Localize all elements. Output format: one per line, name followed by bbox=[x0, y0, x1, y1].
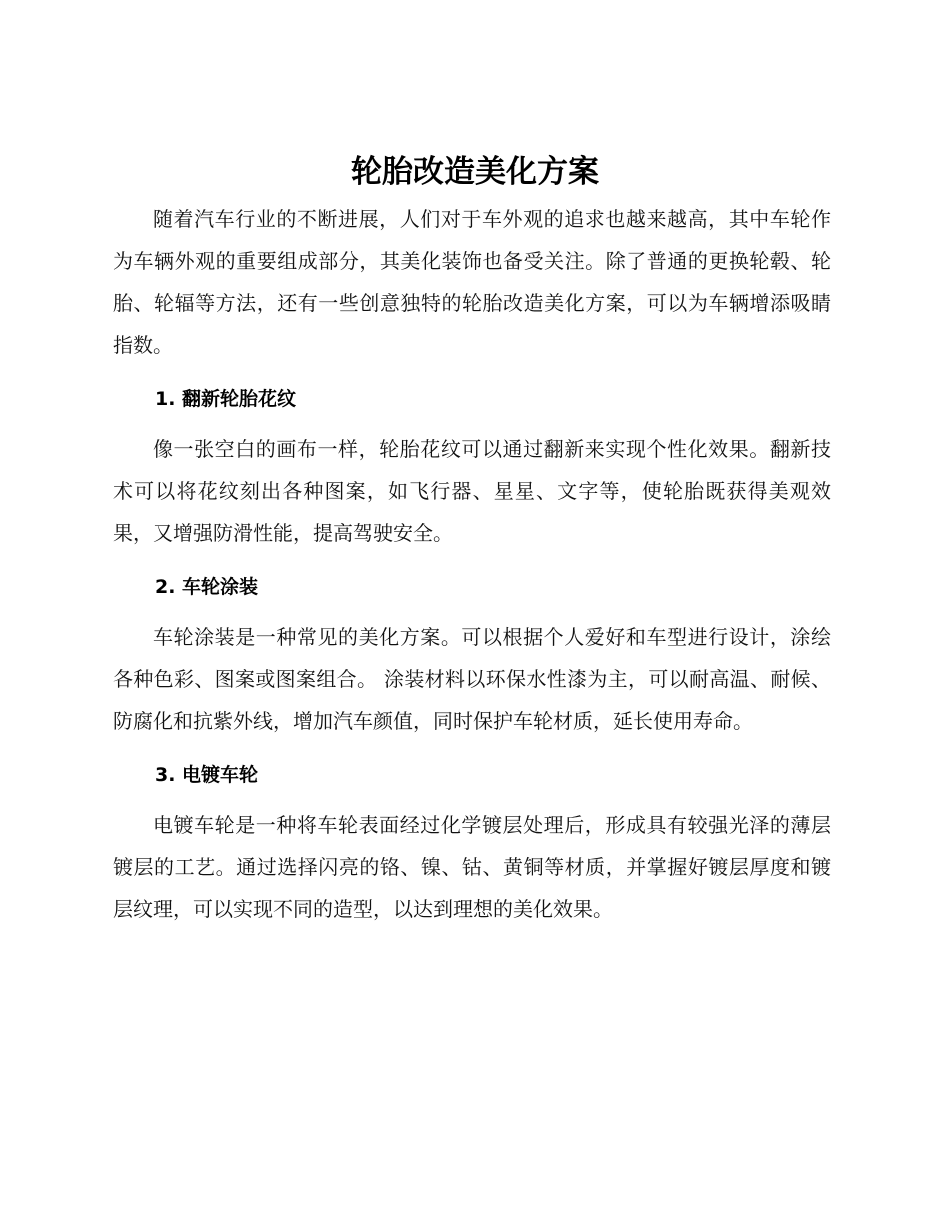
section-paragraph: 车轮涂装是一种常见的美化方案。可以根据个人爱好和车型进行设计，涂绘各种色彩、图案或图案组合。 涂装材料以环保水性漆为主，可以耐高温、耐候、防腐化和抗紫外线，增加汽车颜值，同时保护车轮材质，延长使用寿命。 bbox=[113, 625, 831, 733]
section-2 bbox=[113, 574, 831, 742]
section-paragraph: 电镀车轮是一种将车轮表面经过化学镀层处理后，形成具有较强光泽的薄层镀层的工艺。通过选择闪亮的铬、镍、钴、黄铜等材质，并掌握好镀层厚度和镀层纹理，可以实现不同的造型，以达到理想的美化效果。 bbox=[113, 813, 831, 921]
section-heading: 2. 车轮涂装 bbox=[155, 576, 259, 598]
section-paragraph: 像一张空白的画布一样，轮胎花纹可以通过翻新来实现个性化效果。翻新技术可以将花纹刻出各种图案，如飞行器、星星、文字等，使轮胎既获得美观效果，又增强防滑性能，提高驾驶安全。 bbox=[113, 437, 831, 545]
document-body bbox=[113, 198, 831, 930]
section-heading: 3. 电镀车轮 bbox=[155, 764, 259, 786]
document-title: 轮胎改造美化方案 bbox=[351, 154, 599, 190]
section-heading: 1. 翻新轮胎花纹 bbox=[155, 388, 297, 410]
section-3 bbox=[113, 762, 831, 930]
intro-paragraph: 随着汽车行业的不断进展，人们对于车外观的追求也越来越高，其中车轮作为车辆外观的重要组成部分，其美化装饰也备受关注。除了普通的更换轮毂、轮胎、轮辐等方法，还有一些创意独特的轮胎改造美化方案，可以为车辆增添吸睛指数。 bbox=[113, 207, 831, 357]
section-1 bbox=[113, 386, 831, 554]
